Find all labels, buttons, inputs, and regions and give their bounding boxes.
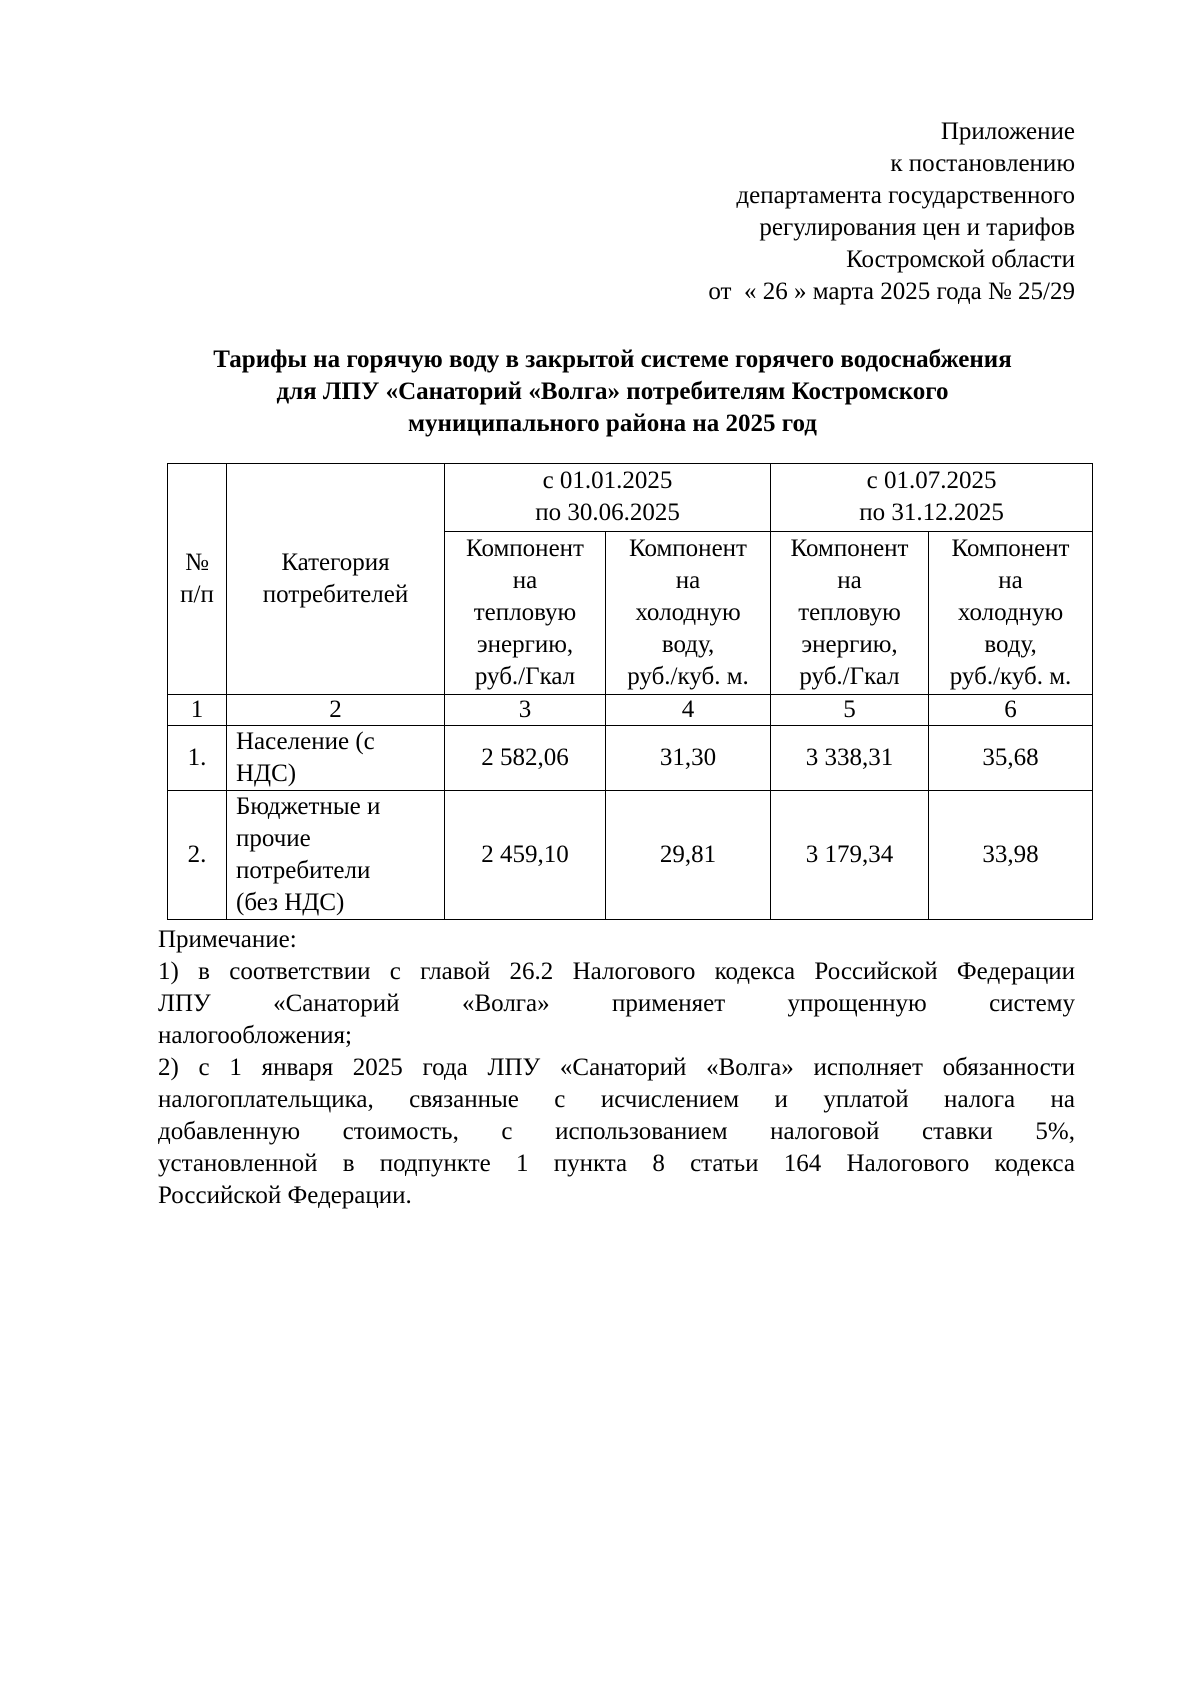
notes-block — [158, 924, 1075, 1212]
note-1-line: ЛПУ «Санаторий «Волга» применяет упрощенную систему — [158, 990, 1075, 1017]
category-line: (без НДС) — [236, 889, 345, 916]
component-line: тепловую — [473, 599, 577, 626]
tariffs-table — [167, 463, 1093, 920]
table-header-row — [168, 464, 1093, 532]
notes-heading: Примечание: — [158, 926, 297, 953]
component-line: руб./Гкал — [799, 663, 900, 690]
row-heat-2-cell: 3 179,34 — [771, 791, 929, 920]
component-line: руб./Гкал — [474, 663, 576, 690]
header-heat-component-2 — [771, 532, 929, 695]
header-num-line: № — [185, 549, 209, 576]
component-line: энергию, — [801, 631, 898, 658]
header-heat-component-1 — [445, 532, 606, 695]
appendix-line: от « 26 » марта 2025 года № 25/29 — [708, 278, 1075, 305]
period-line: по 30.06.2025 — [535, 499, 680, 526]
index-cell: 5 — [771, 695, 929, 726]
appendix-line: Костромской области — [846, 246, 1075, 273]
table-row — [168, 726, 1093, 791]
component-line: воду, — [661, 631, 715, 658]
row-cold-1-cell: 29,81 — [606, 791, 771, 920]
period-line: с 01.07.2025 — [866, 467, 997, 494]
note-2-line: Российской Федерации. — [158, 1182, 412, 1209]
component-line: энергию, — [476, 631, 574, 658]
note-2-line: добавленную стоимость, с использованием налоговой ставки 5%, — [158, 1118, 1075, 1145]
row-cold-1-cell: 31,30 — [606, 726, 771, 791]
period-line: по 31.12.2025 — [859, 499, 1004, 526]
row-heat-1-cell: 2 582,06 — [445, 726, 606, 791]
row-heat-2-cell: 3 338,31 — [771, 726, 929, 791]
index-cell: 4 — [606, 695, 771, 726]
header-period-2 — [771, 464, 1093, 532]
component-line: руб./куб. м. — [949, 663, 1072, 690]
index-cell: 2 — [227, 695, 445, 726]
component-line: Компонент — [629, 535, 747, 562]
header-category-cell — [227, 464, 445, 695]
header-category-line: потребителей — [262, 581, 409, 608]
document-title — [150, 344, 1075, 440]
row-num-cell: 1. — [168, 726, 227, 791]
note-2-line: 2) с 1 января 2025 года ЛПУ «Санаторий «Волга» исполняет обязанности — [158, 1054, 1075, 1081]
period-line: с 01.01.2025 — [542, 467, 673, 494]
header-num-cell — [168, 464, 227, 695]
title-line: Тарифы на горячую воду в закрытой системе горячего водоснабжения — [213, 346, 1012, 373]
appendix-line: департамента государственного — [736, 182, 1075, 209]
header-cold-component-2 — [929, 532, 1093, 695]
component-line: на — [675, 567, 701, 594]
title-line: для ЛПУ «Санаторий «Волга» потребителям Костромского — [276, 378, 949, 405]
component-line: воду, — [984, 631, 1037, 658]
row-category-cell — [227, 726, 445, 791]
appendix-line: регулирования цен и тарифов — [759, 214, 1075, 241]
header-num-line: п/п — [180, 581, 214, 608]
component-line: Компонент — [466, 535, 584, 562]
table-index-row — [168, 695, 1093, 726]
category-line: Население (с — [236, 728, 375, 755]
appendix-line: к постановлению — [890, 150, 1075, 177]
index-cell: 1 — [168, 695, 227, 726]
component-line: тепловую — [798, 599, 901, 626]
note-1-line: налогообложения; — [158, 1022, 352, 1049]
category-line: потребители — [236, 857, 371, 884]
row-cold-2-cell: 33,98 — [929, 791, 1093, 920]
component-line: Компонент — [951, 535, 1070, 562]
appendix-block — [708, 116, 1075, 308]
row-category-cell — [227, 791, 445, 920]
title-line: муниципального района на 2025 год — [408, 410, 817, 437]
category-line: НДС) — [236, 760, 297, 787]
category-line: прочие — [236, 825, 311, 852]
table-row — [168, 791, 1093, 920]
category-line: Бюджетные и — [236, 793, 381, 820]
row-heat-1-cell: 2 459,10 — [445, 791, 606, 920]
component-line: холодную — [635, 599, 741, 626]
appendix-line: Приложение — [940, 118, 1075, 145]
component-line: на — [837, 567, 862, 594]
header-period-1 — [445, 464, 771, 532]
index-cell: 3 — [445, 695, 606, 726]
header-category-line: Категория — [281, 549, 390, 576]
note-1-line: 1) в соответствии с главой 26.2 Налогового кодекса Российской Федерации — [158, 958, 1075, 985]
component-line: холодную — [957, 599, 1064, 626]
component-line: на — [998, 567, 1023, 594]
component-line: руб./куб. м. — [627, 663, 749, 690]
component-line: Компонент — [790, 535, 909, 562]
index-cell: 6 — [929, 695, 1093, 726]
component-line: на — [512, 567, 538, 594]
note-2-line: налогоплательщика, связанные с исчислением и уплатой налога на — [158, 1086, 1075, 1113]
header-cold-component-1 — [606, 532, 771, 695]
row-num-cell: 2. — [168, 791, 227, 920]
row-cold-2-cell: 35,68 — [929, 726, 1093, 791]
note-2-line: установленной в подпункте 1 пункта 8 статьи 164 Налогового кодекса — [158, 1150, 1075, 1177]
